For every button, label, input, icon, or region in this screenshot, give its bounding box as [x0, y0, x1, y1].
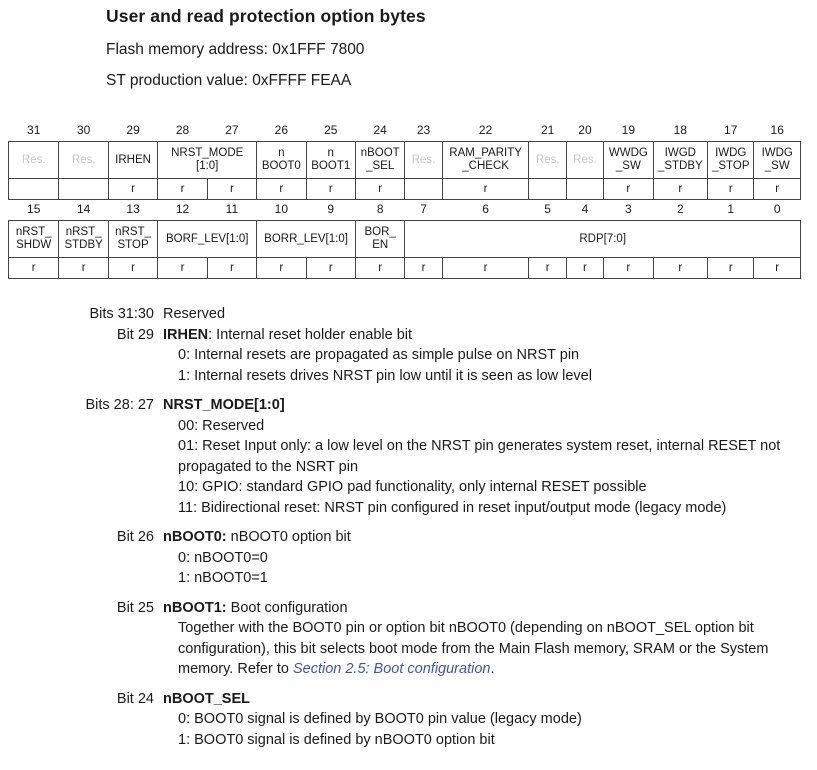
bit-entry-25	[0, 598, 817, 680]
bit-number: 29	[126, 123, 140, 137]
bit-value-line: 0: Internal resets are propagated as simple pulse on NRST pin	[178, 347, 580, 363]
bit-heading	[163, 395, 817, 416]
bit-value-line: 1: Internal resets drives NRST pin low until it is seen as low level	[178, 367, 592, 384]
bit-number: 0	[773, 202, 781, 216]
bit-number: 23	[416, 123, 431, 137]
field-reserved: Res.	[405, 142, 442, 179]
bit-number: 14	[76, 202, 91, 216]
access-cell: r	[9, 258, 59, 279]
access-row	[9, 258, 801, 279]
field-irhen: IRHEN	[108, 142, 157, 179]
register-map-upper	[8, 119, 801, 200]
access-cell	[9, 179, 59, 200]
field-reserved: Res.	[9, 142, 59, 179]
access-cell: r	[405, 258, 442, 279]
field-name-row	[9, 142, 801, 179]
bit-field-name: nBOOT0:	[163, 529, 227, 545]
bit-number: 1	[727, 202, 735, 216]
bit-label: Bit 26	[116, 529, 154, 545]
register-map-lower	[8, 198, 801, 279]
bit-value-line: 01: Reset Input only: a low level on the NRST pin generates system reset, internal RESET not propagated to the NSRT pin	[178, 438, 781, 475]
bit-entry-26	[0, 527, 817, 589]
bit-paragraph-text: Together with the BOOT0 pin or option bit nBOOT0 (depending on nBOOT_SEL option bit configuration), this bit selects boot mode from the Main Flash memory, SRAM or the System memory. Refer to	[178, 620, 769, 677]
bit-paragraph	[178, 618, 797, 680]
bit-number: 6	[482, 202, 489, 216]
flash-memory-address: Flash memory address: 0x1FFF 7800	[106, 41, 365, 58]
bit-number: 26	[274, 123, 289, 137]
bit-paragraph-end: .	[490, 661, 495, 677]
access-cell: r	[355, 258, 404, 279]
bit-value-line: 11: Bidirectional reset: NRST pin configured in reset input/output mode (legacy mode)	[178, 499, 727, 516]
access-cell: r	[355, 179, 404, 200]
bit-heading	[163, 527, 817, 548]
access-cell: r	[708, 258, 754, 279]
bit-field-name: IRHEN	[163, 326, 209, 343]
bit-entry-31-30	[0, 304, 817, 325]
field-iwgd-stdby: IWGD _STDBY	[653, 142, 707, 179]
bit-number-row	[9, 119, 801, 142]
bit-number: 30	[76, 123, 91, 137]
bit-label: Bits 28: 27	[85, 397, 154, 413]
access-cell: r	[754, 179, 801, 200]
bit-title: : Internal reset holder enable bit	[208, 326, 413, 343]
bit-label: Bit 25	[116, 599, 154, 616]
bit-number: 19	[621, 123, 636, 137]
access-row	[9, 179, 801, 200]
page-title: User and read protection option bytes	[106, 6, 426, 26]
field-wwdg-sw: WWDG _SW	[604, 142, 653, 179]
bit-entry-28-27	[0, 395, 817, 518]
bit-number: 21	[540, 123, 555, 137]
field-nrst-mode: NRST_MODE [1:0]	[158, 142, 257, 179]
field-reserved: Res.	[59, 142, 108, 179]
bit-number: 12	[175, 202, 190, 216]
bit-label: Bit 24	[116, 690, 154, 707]
field-borf-lev: BORF_LEV[1:0]	[158, 221, 257, 258]
field-iwdg-sw: IWDG _SW	[754, 142, 801, 179]
bit-number: 4	[581, 202, 589, 216]
access-cell: r	[653, 258, 707, 279]
bit-title: Reserved	[163, 306, 226, 322]
bit-heading	[163, 325, 817, 346]
bit-number: 24	[373, 123, 387, 137]
st-production-value: ST production value: 0xFFFF FEAA	[106, 72, 352, 89]
access-cell: r	[306, 179, 355, 200]
bit-value-line: 10: GPIO: standard GPIO pad functionality, only internal RESET possible	[178, 479, 647, 495]
access-cell: r	[108, 258, 157, 279]
access-cell: r	[754, 258, 801, 279]
access-cell: r	[59, 258, 108, 279]
bit-number: 3	[625, 202, 632, 216]
bit-entry-29	[0, 325, 817, 387]
field-borr-lev: BORR_LEV[1:0]	[257, 221, 356, 258]
access-cell: r	[653, 179, 707, 200]
access-cell	[59, 179, 108, 200]
field-nboot-sel: nBOOT _SEL	[355, 142, 404, 179]
field-nrst-shdw: nRST_ SHDW	[9, 221, 59, 258]
bit-heading	[163, 304, 817, 325]
access-cell: r	[158, 179, 207, 200]
field-name-row	[9, 221, 801, 258]
bit-number: 15	[27, 202, 41, 216]
bit-number: 22	[478, 123, 493, 137]
bit-number: 16	[770, 123, 784, 137]
field-nboot1: n BOOT1	[306, 142, 355, 179]
field-rdp: RDP[7:0]	[405, 221, 801, 258]
bit-label: Bit 29	[116, 326, 154, 343]
bit-number: 7	[420, 202, 427, 216]
access-cell	[405, 179, 442, 200]
bit-heading	[163, 689, 817, 710]
bit-number: 25	[324, 123, 338, 137]
bit-number: 17	[724, 123, 738, 137]
bit-descriptions	[0, 304, 817, 750]
bit-value-line: 1: BOOT0 signal is defined by nBOOT0 option bit	[178, 731, 495, 748]
field-ram-parity-check: RAM_PARITY _CHECK	[442, 142, 529, 179]
access-cell: r	[207, 179, 256, 200]
field-iwdg-stop: IWDG _STOP	[708, 142, 754, 179]
bit-title: Boot configuration	[226, 599, 348, 616]
access-cell: r	[108, 179, 157, 200]
bit-value-line: 0: BOOT0 signal is defined by BOOT0 pin value (legacy mode)	[178, 711, 582, 727]
field-reserved: Res.	[529, 142, 566, 179]
field-nrst-stop: nRST_ STOP	[108, 221, 157, 258]
bit-number: 27	[225, 123, 239, 137]
access-cell	[566, 179, 603, 200]
access-cell: r	[604, 179, 653, 200]
access-cell: r	[306, 258, 355, 279]
bit-label: Bits 31:30	[89, 306, 154, 322]
bit-number: 8	[376, 202, 384, 216]
bit-number: 31	[27, 123, 41, 137]
access-cell: r	[442, 179, 529, 200]
bit-title: nBOOT0 option bit	[226, 529, 351, 545]
access-cell: r	[529, 258, 566, 279]
access-cell: r	[207, 258, 256, 279]
access-cell: r	[604, 258, 653, 279]
bit-number: 10	[274, 202, 289, 216]
access-cell: r	[442, 258, 529, 279]
field-reserved: Res.	[566, 142, 603, 179]
access-cell	[529, 179, 566, 200]
bit-number: 9	[327, 202, 335, 216]
bit-value-line: 0: nBOOT0=0	[178, 549, 268, 566]
bit-number: 20	[578, 123, 592, 137]
access-cell: r	[257, 179, 306, 200]
bit-value-line: 00: Reserved	[178, 417, 265, 434]
bit-number: 18	[673, 123, 687, 137]
bit-entry-24	[0, 689, 817, 751]
bit-number: 13	[126, 202, 140, 216]
field-nrst-stdby: nRST_ STDBY	[59, 221, 108, 258]
bit-number: 28	[175, 123, 190, 137]
bit-number-row	[9, 198, 801, 221]
bit-field-name: nBOOT1:	[163, 599, 227, 616]
access-cell: r	[257, 258, 306, 279]
bit-field-name: NRST_MODE[1:0]	[163, 397, 285, 413]
field-bor-en: BOR_ EN	[355, 221, 404, 258]
access-cell: r	[566, 258, 603, 279]
access-cell: r	[708, 179, 754, 200]
bit-number: 5	[544, 202, 551, 216]
field-nboot0: n BOOT0	[257, 142, 306, 179]
bit-number: 11	[225, 202, 239, 216]
bit-value-line: 1: nBOOT0=1	[178, 570, 268, 586]
bit-heading	[163, 598, 817, 619]
bit-field-name: nBOOT_SEL	[163, 690, 251, 707]
access-cell: r	[158, 258, 207, 279]
bit-number: 2	[676, 202, 684, 216]
section-link[interactable]: Section 2.5: Boot configuration	[292, 661, 491, 677]
